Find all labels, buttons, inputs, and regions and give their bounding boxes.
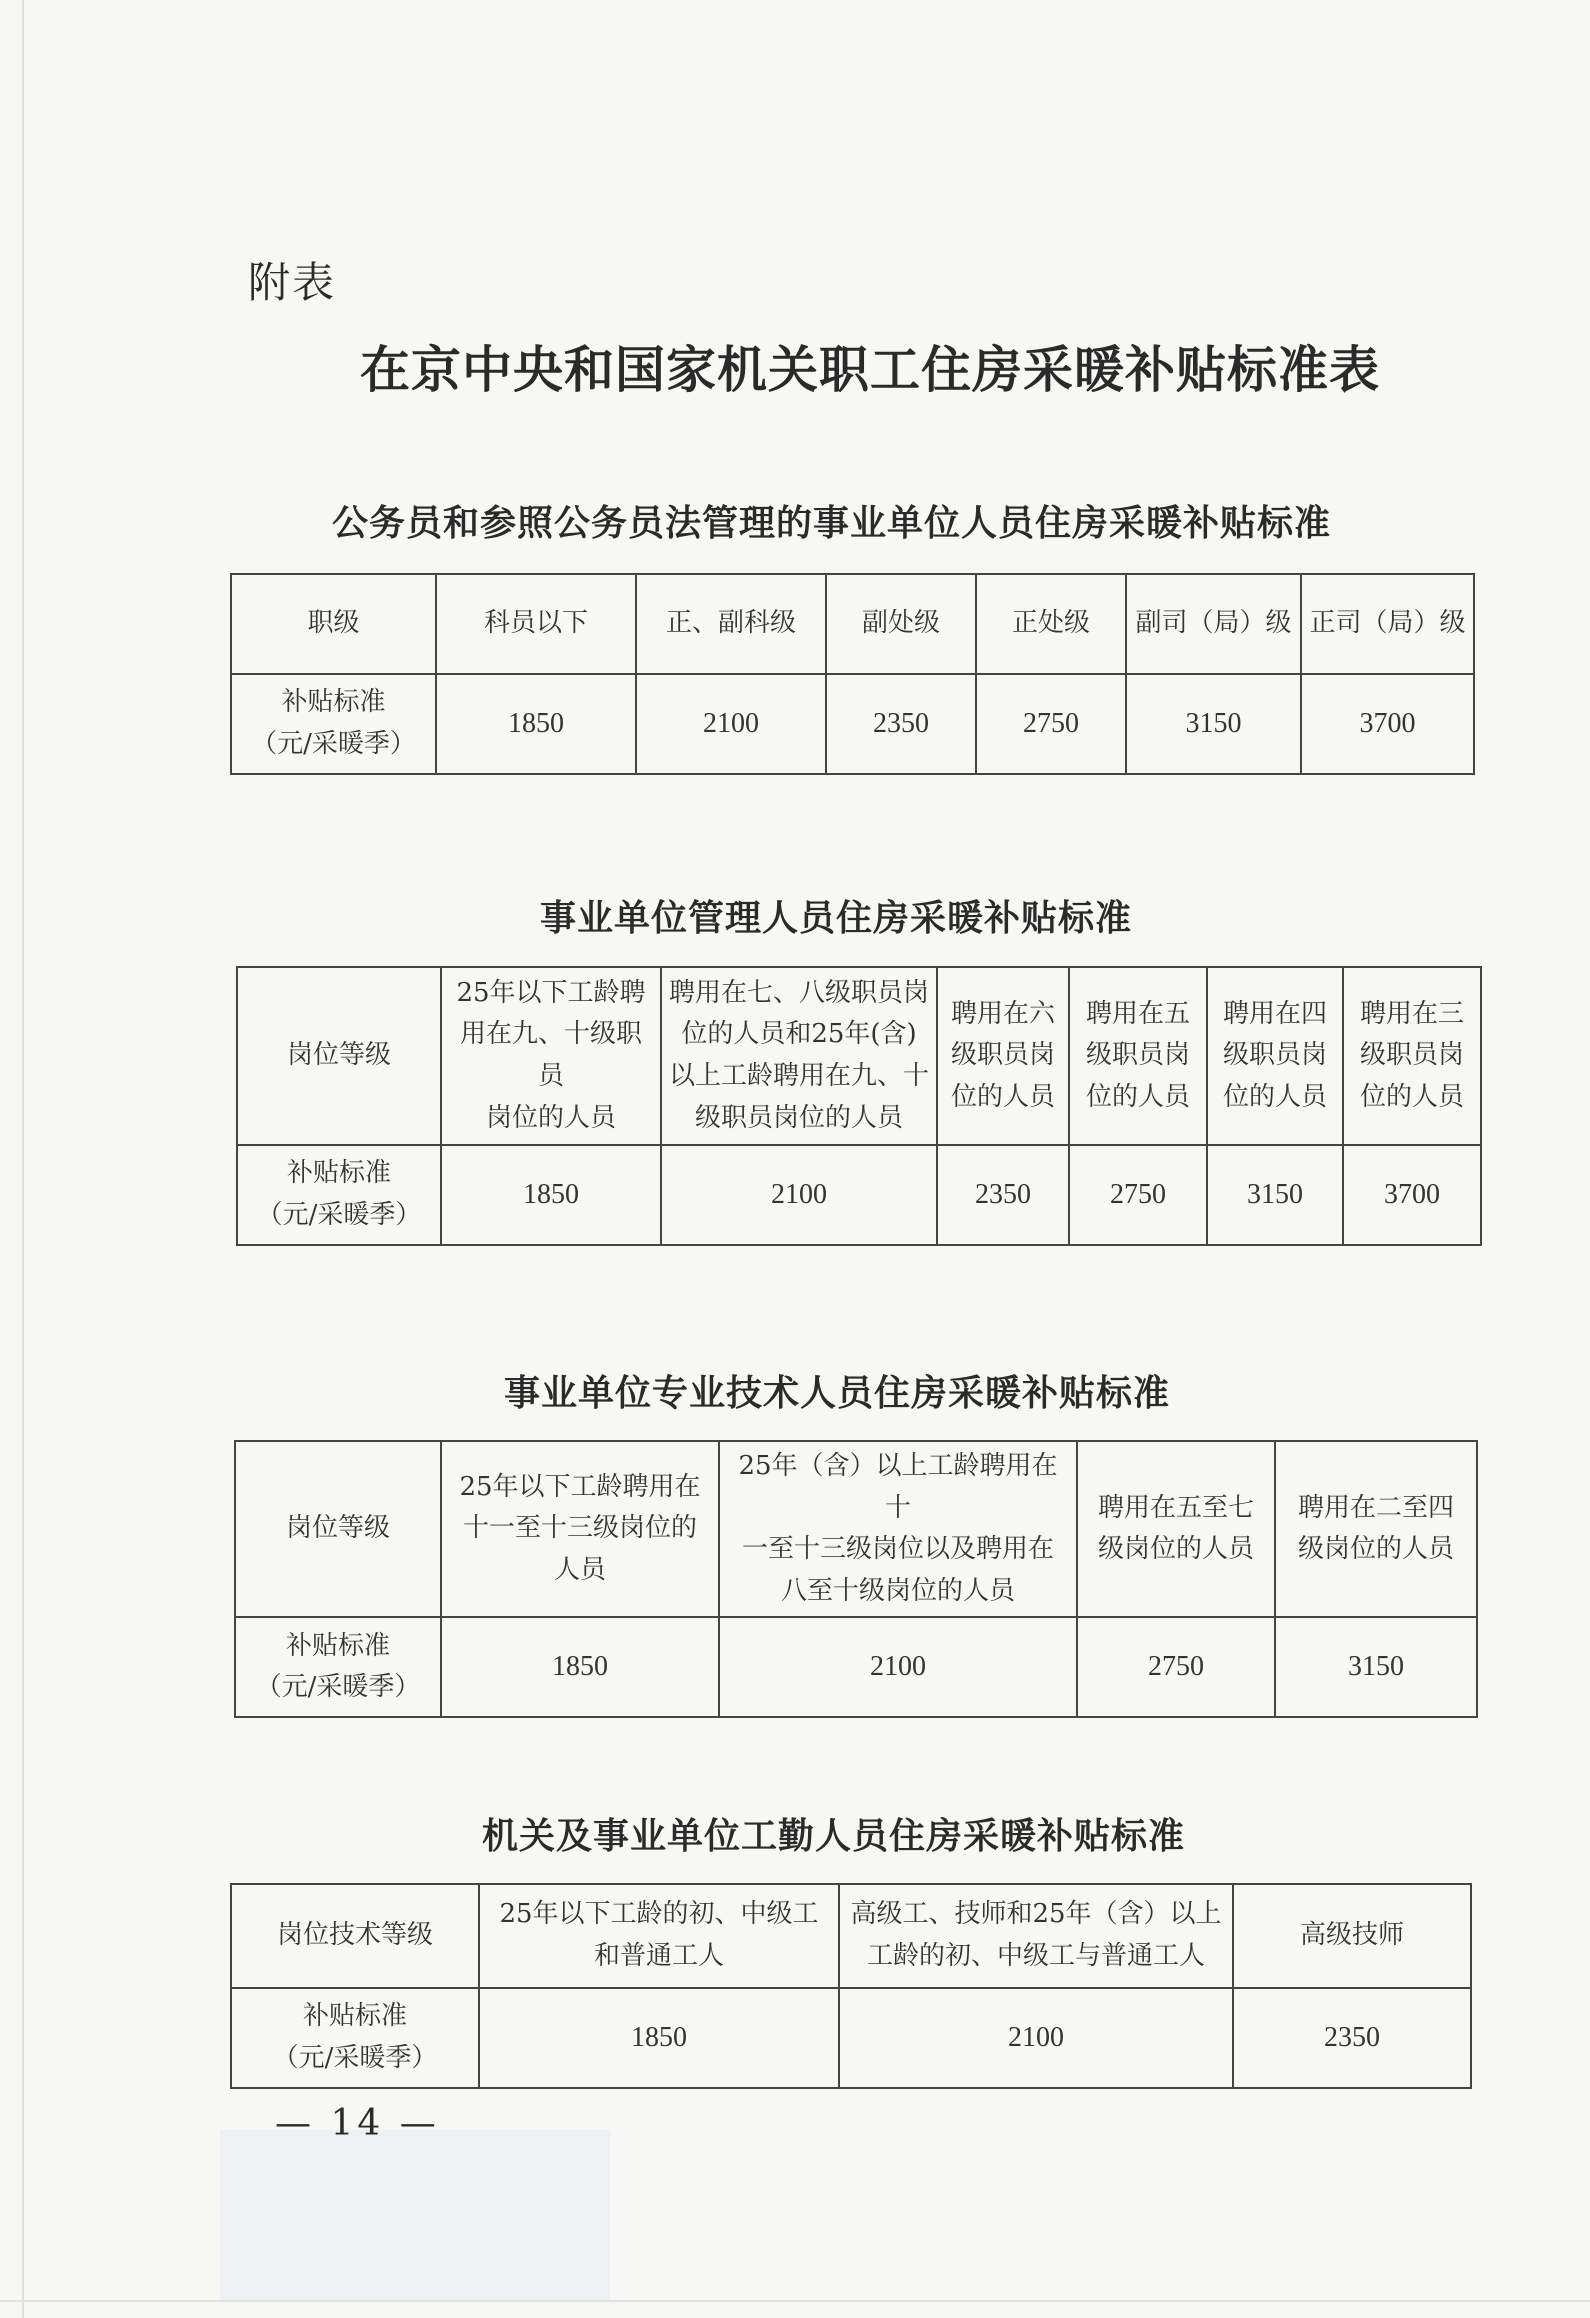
table-workers <box>230 1883 1472 2089</box>
column-header-cell: 25年以下工龄聘用在 十一至十三级岗位的 人员 <box>441 1441 719 1617</box>
section-title-civil-servants: 公务员和参照公务员法管理的事业单位人员住房采暖补贴标准 <box>332 502 1332 544</box>
value-cell: 2100 <box>719 1617 1077 1717</box>
column-header-cell: 聘用在二至四 级岗位的人员 <box>1275 1441 1477 1617</box>
table-management <box>236 966 1482 1246</box>
column-header-cell: 科员以下 <box>436 574 636 674</box>
table-header-row <box>237 967 1481 1145</box>
row-header-cell: 岗位等级 <box>237 967 441 1145</box>
column-header-cell: 聘用在四 级职员岗 位的人员 <box>1207 967 1343 1145</box>
section-title-workers: 机关及事业单位工勤人员住房采暖补贴标准 <box>482 1815 1186 1857</box>
table-value-row <box>231 1988 1471 2088</box>
column-header-cell: 高级工、技师和25年（含）以上 工龄的初、中级工与普通工人 <box>839 1884 1233 1988</box>
section-title-management: 事业单位管理人员住房采暖补贴标准 <box>540 897 1133 939</box>
value-header-cell: 补贴标准 （元/采暖季） <box>231 1988 479 2088</box>
column-header-cell: 25年（含）以上工龄聘用在十 一至十三级岗位以及聘用在 八至十级岗位的人员 <box>719 1441 1077 1617</box>
value-header-cell: 补贴标准 （元/采暖季） <box>231 674 436 774</box>
row-header-cell: 岗位等级 <box>235 1441 441 1617</box>
annex-label: 附表 <box>248 258 337 307</box>
column-header-cell: 高级技师 <box>1233 1884 1471 1988</box>
scan-smudge <box>220 2130 610 2300</box>
column-header-cell: 正、副科级 <box>636 574 826 674</box>
value-cell: 3150 <box>1126 674 1301 774</box>
table-header-row <box>231 1884 1471 1988</box>
column-header-cell: 聘用在五 级职员岗 位的人员 <box>1069 967 1207 1145</box>
document-title: 在京中央和国家机关职工住房采暖补贴标准表 <box>360 340 1380 399</box>
value-header-cell: 补贴标准 （元/采暖季） <box>237 1145 441 1245</box>
row-header-cell: 岗位技术等级 <box>231 1884 479 1988</box>
value-cell: 2100 <box>636 674 826 774</box>
value-cell: 1850 <box>441 1617 719 1717</box>
value-cell: 2750 <box>1077 1617 1275 1717</box>
value-cell: 2100 <box>839 1988 1233 2088</box>
column-header-cell: 副司（局）级 <box>1126 574 1301 674</box>
row-header-cell: 职级 <box>231 574 436 674</box>
value-cell: 1850 <box>479 1988 839 2088</box>
page-bottom-edge <box>0 2300 1590 2302</box>
column-header-cell: 正处级 <box>976 574 1126 674</box>
value-cell: 3700 <box>1343 1145 1481 1245</box>
value-cell: 1850 <box>441 1145 661 1245</box>
value-cell: 2750 <box>1069 1145 1207 1245</box>
value-header-cell: 补贴标准 （元/采暖季） <box>235 1617 441 1717</box>
column-header-cell: 聘用在三 级职员岗 位的人员 <box>1343 967 1481 1145</box>
column-header-cell: 正司（局）级 <box>1301 574 1474 674</box>
value-cell: 2350 <box>826 674 976 774</box>
table-technical <box>234 1440 1478 1718</box>
page-edge <box>22 0 24 2318</box>
value-cell: 2750 <box>976 674 1126 774</box>
page-number: — 14 — <box>275 2103 440 2144</box>
value-cell: 3150 <box>1275 1617 1477 1717</box>
table-header-row <box>235 1441 1477 1617</box>
table-value-row <box>235 1617 1477 1717</box>
value-cell: 3150 <box>1207 1145 1343 1245</box>
table-civil-servants <box>230 573 1475 775</box>
table-header-row <box>231 574 1474 674</box>
column-header-cell: 25年以下工龄聘 用在九、十级职员 岗位的人员 <box>441 967 661 1145</box>
value-cell: 3700 <box>1301 674 1474 774</box>
column-header-cell: 副处级 <box>826 574 976 674</box>
value-cell: 1850 <box>436 674 636 774</box>
value-cell: 2350 <box>1233 1988 1471 2088</box>
table-value-row <box>237 1145 1481 1245</box>
section-title-technical: 事业单位专业技术人员住房采暖补贴标准 <box>504 1372 1171 1414</box>
table-value-row <box>231 674 1474 774</box>
column-header-cell: 聘用在五至七 级岗位的人员 <box>1077 1441 1275 1617</box>
value-cell: 2350 <box>937 1145 1069 1245</box>
value-cell: 2100 <box>661 1145 937 1245</box>
column-header-cell: 聘用在六 级职员岗 位的人员 <box>937 967 1069 1145</box>
column-header-cell: 聘用在七、八级职员岗 位的人员和25年(含) 以上工龄聘用在九、十 级职员岗位的人员 <box>661 967 937 1145</box>
column-header-cell: 25年以下工龄的初、中级工 和普通工人 <box>479 1884 839 1988</box>
